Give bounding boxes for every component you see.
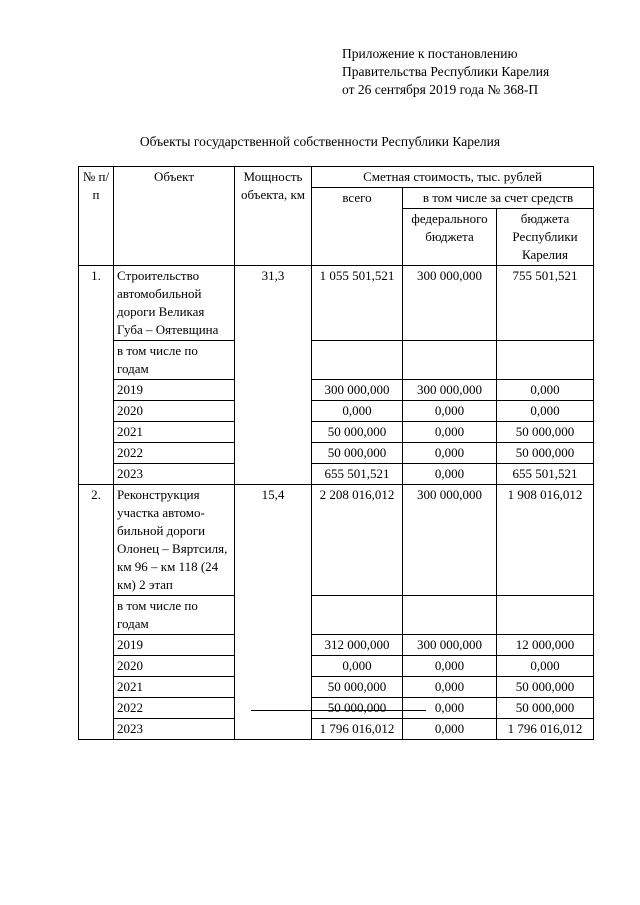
object-number: 1. [79,266,114,485]
years-label: в том числе по годам [114,341,235,380]
table-row [79,401,594,422]
year-federal: 0,000 [403,677,497,698]
header-line-3: от 26 сентября 2019 года № 368-П [342,82,539,97]
object-name: Строительство автомобильной дороги Великая Губа – Оятевщина [114,266,235,341]
empty-cell [497,596,594,635]
year-total: 50 000,000 [312,677,403,698]
object-number: 2. [79,485,114,740]
year-label: 2020 [114,656,235,677]
empty-cell [312,341,403,380]
year-regional: 50 000,000 [497,677,594,698]
object-regional: 755 501,521 [497,266,594,341]
table-row [79,485,594,596]
year-federal: 0,000 [403,464,497,485]
table-row [79,719,594,740]
year-regional: 50 000,000 [497,443,594,464]
year-federal: 0,000 [403,443,497,464]
table-body [79,266,594,740]
year-total: 300 000,000 [312,380,403,401]
year-label: 2022 [114,698,235,719]
object-regional: 1 908 016,012 [497,485,594,596]
table-row [79,266,594,341]
header-total: всего [312,188,403,266]
year-total: 50 000,000 [312,443,403,464]
object-total: 2 208 016,012 [312,485,403,596]
year-total: 50 000,000 [312,422,403,443]
object-name: Реконструкция участка автомо-бильной дороги Олонец – Вяртсиля, км 96 – км 118 (24 км) 2 этап [114,485,235,596]
header-federal: федерального бюджета [403,209,497,266]
year-regional: 50 000,000 [497,422,594,443]
table-row [79,341,594,380]
header-no: № п/п [79,167,114,266]
header-regional: бюджета Республики Карелия [497,209,594,266]
object-capacity: 31,3 [235,266,312,485]
year-label: 2021 [114,677,235,698]
header-including: в том числе за счет средств [403,188,594,209]
table-header-row [79,167,594,188]
year-total: 50 000,000 [312,698,403,719]
year-regional: 12 000,000 [497,635,594,656]
year-label: 2023 [114,464,235,485]
year-total: 1 796 016,012 [312,719,403,740]
header-line-2: Правительства Республики Карелия [342,64,550,79]
year-total: 0,000 [312,656,403,677]
header-cost: Сметная стоимость, тыс. рублей [312,167,594,188]
table-row [79,380,594,401]
table-row [79,464,594,485]
document-title: Объекты государственной собственности Республики Карелия [139,134,501,149]
year-federal: 0,000 [403,401,497,422]
year-regional: 1 796 016,012 [497,719,594,740]
year-federal: 0,000 [403,698,497,719]
year-total: 312 000,000 [312,635,403,656]
year-total: 0,000 [312,401,403,422]
table-row [79,698,594,719]
objects-table [78,166,594,740]
object-total: 1 055 501,521 [312,266,403,341]
table-row [79,422,594,443]
year-label: 2021 [114,422,235,443]
empty-cell [312,596,403,635]
year-regional: 0,000 [497,380,594,401]
empty-cell [403,596,497,635]
object-capacity: 15,4 [235,485,312,740]
header-line-1: Приложение к постановлению [342,46,518,61]
year-regional: 0,000 [497,401,594,422]
years-label: в том числе по годам [114,596,235,635]
year-total: 655 501,521 [312,464,403,485]
year-regional: 50 000,000 [497,698,594,719]
table-row [79,443,594,464]
table-row [79,635,594,656]
header-object: Объект [114,167,235,266]
table-row [79,656,594,677]
year-federal: 300 000,000 [403,635,497,656]
year-federal: 0,000 [403,719,497,740]
year-federal: 300 000,000 [403,380,497,401]
header-capacity: Мощность объекта, км [235,167,312,266]
year-label: 2023 [114,719,235,740]
document-header [342,45,549,99]
year-regional: 0,000 [497,656,594,677]
empty-cell [403,341,497,380]
year-label: 2022 [114,443,235,464]
year-regional: 655 501,521 [497,464,594,485]
object-federal: 300 000,000 [403,485,497,596]
year-federal: 0,000 [403,422,497,443]
year-label: 2019 [114,380,235,401]
object-federal: 300 000,000 [403,266,497,341]
year-label: 2019 [114,635,235,656]
year-label: 2020 [114,401,235,422]
table-row [79,677,594,698]
empty-cell [497,341,594,380]
year-federal: 0,000 [403,656,497,677]
table-row [79,596,594,635]
signature-line [251,710,426,711]
